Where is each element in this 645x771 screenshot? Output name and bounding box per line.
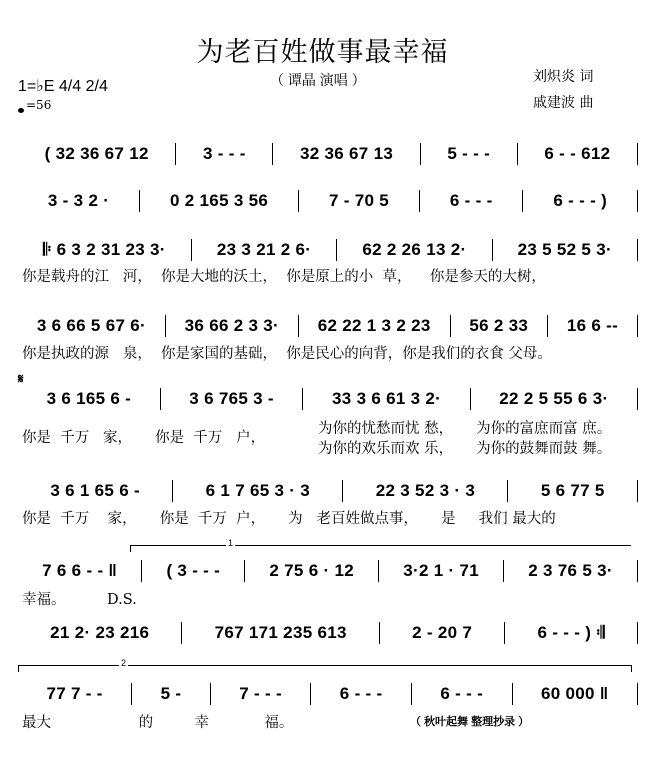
measure: 3 - 3 2 · [18,190,140,212]
measure: 62 2 26 13 2· [337,239,492,261]
measure: 6 - - - ) [523,190,638,212]
measure: 𝄆 6 3 2 31 23 3· [18,239,192,261]
lyrics-line: 你是载舟的江 河， 你是大地的沃土， 你是原上的小 草， 你是参天的大树， [22,269,546,285]
music-line [18,315,638,337]
measure: 77 7 - - [18,683,132,705]
measure: 3·2 1 · 71 [379,560,504,582]
measure: 5 6 77 5 [508,480,638,502]
measure: 23 5 52 5 3· [493,239,638,261]
measure: 23 3 21 2 6· [192,239,337,261]
music-line [18,480,638,502]
tempo-value: =56 [26,98,52,112]
tempo-marking [18,98,51,113]
measure: 60 000 ‖ [513,683,638,705]
measure: 6 - - 612 [518,143,638,165]
transcriber-credit: （ 秋叶起舞 整理抄录 ） [410,716,530,728]
measure: 3 6 165 6 - [18,388,161,410]
measure: 7 6 6 - - ‖ [18,560,142,582]
music-line [18,239,638,261]
measure: 2 75 6 · 12 [245,560,379,582]
lyrics-line: 你是 千万 家， 你是 千万 户， 为 老百姓做点事， 是 我们 最大的 [22,511,556,527]
music-line [18,388,638,410]
measure: 6 - - - [412,683,513,705]
lyrics-line: 为你的欢乐而欢 乐， 为你的鼓舞而鼓 舞。 [318,441,612,457]
measure: 5 - [132,683,211,705]
composer-credit: 戚建波 曲 [533,95,594,111]
lyricist-credit: 刘炽炎 词 [533,69,594,85]
measure: 3 6 765 3 - [161,388,304,410]
measure: 5 - - - [421,143,518,165]
measure: 767 171 235 613 [182,622,379,644]
measure: 2 3 76 5 3· [504,560,638,582]
volta-bracket-1 [130,538,631,552]
measure: 6 - - - [311,683,412,705]
measure: 6 - - - [420,190,524,212]
music-line [18,143,638,165]
measure: 7 - 70 5 [299,190,420,212]
singer-credit: （ 谭晶 演唱 ） [270,72,366,88]
measure: 7 - - - [211,683,312,705]
volta-label: 2 [121,658,127,668]
measure: 21 2· 23 216 [18,622,182,644]
volta-bracket-2 [18,658,632,672]
measure: 22 2 5 55 6 3· [471,388,638,410]
song-title: 为老百姓做事最幸福 [196,37,449,68]
measure: 16 6 -- [548,315,638,337]
music-line [18,560,638,582]
measure: 0 2 165 3 56 [140,190,299,212]
key-signature: 1=♭E 4/4 2/4 [18,78,108,95]
lyrics-line: 你是 千万 家， 你是 千万 户， [22,430,266,446]
lyrics-line: 幸福。 D.S. [22,592,137,608]
volta-label: 1 [228,538,234,548]
measure: 22 3 52 3 · 3 [343,480,508,502]
measure: 2 - 20 7 [380,622,505,644]
measure: 33 3 6 61 3 2· [303,388,470,410]
measure: 3 6 1 65 6 - [18,480,173,502]
measure: 6 - - - ) 𝄇 [505,622,638,644]
measure: 32 36 67 13 [273,143,420,165]
quarter-note-icon [18,108,24,113]
measure: 3 - - - [176,143,273,165]
music-line [18,622,638,644]
measure: ( 3 - - - [142,560,245,582]
measure: 3 6 66 5 67 6· [18,315,166,337]
segno-sign: 𝄋 [18,371,24,386]
music-line [18,190,638,212]
lyrics-line: 为你的忧愁而忧 愁， 为你的富庶而富 庶。 [318,421,612,437]
measure: 62 22 1 3 2 23 [299,315,451,337]
lyrics-line: 你是执政的源 泉， 你是家国的基础， 你是民心的向背，你是我们的衣食 父母。 [22,346,552,362]
music-line [18,683,638,705]
lyrics-line: 最大 的 幸 福。 [22,715,294,731]
measure: 6 1 7 65 3 · 3 [173,480,343,502]
measure: 56 2 33 [451,315,549,337]
measure: 36 66 2 3 3· [166,315,299,337]
measure: ( 32 36 67 12 [18,143,176,165]
